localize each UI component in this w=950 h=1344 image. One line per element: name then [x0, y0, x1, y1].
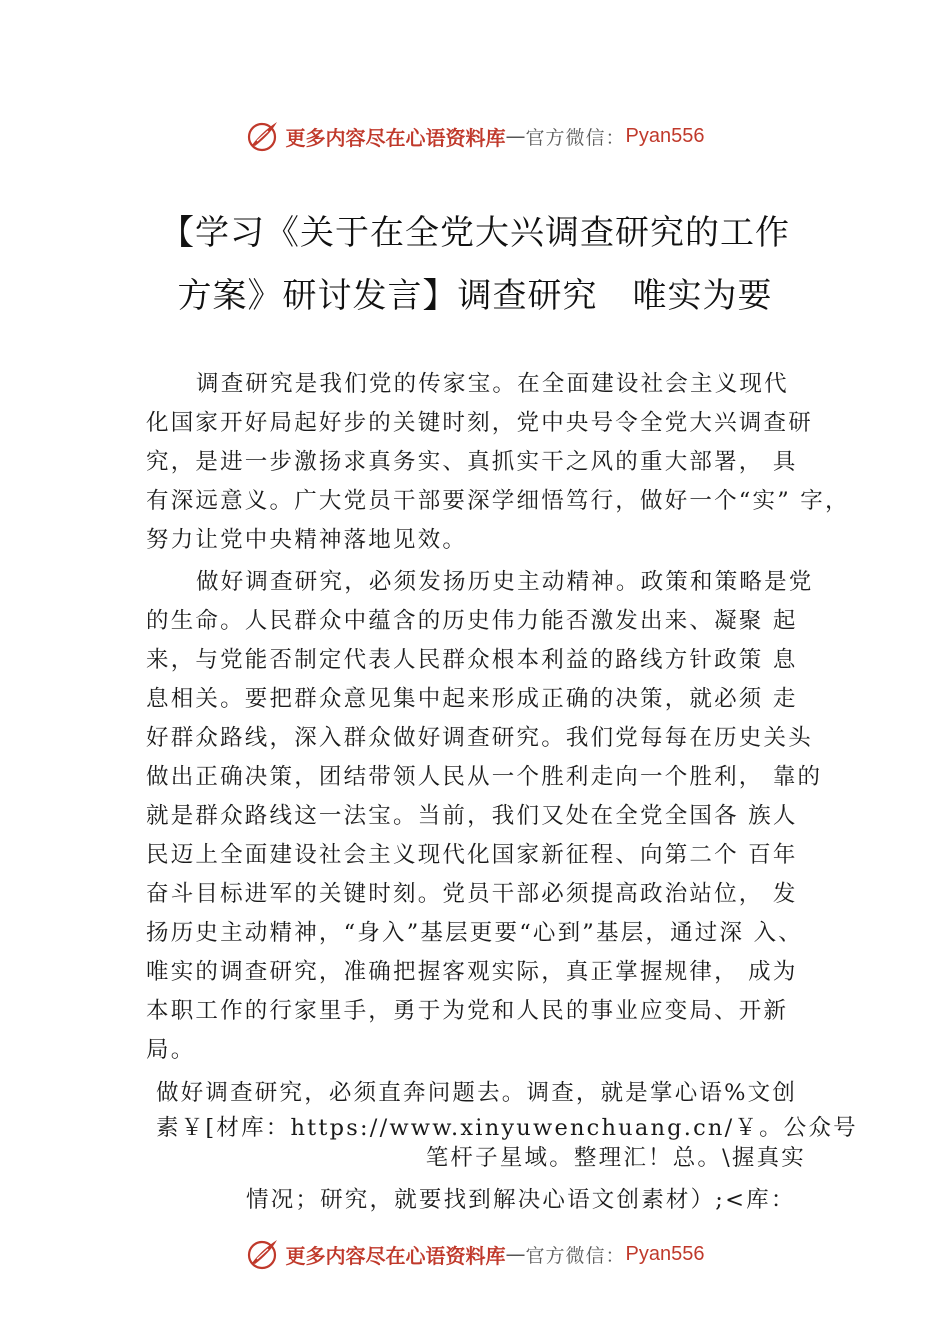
body-tail-line: 做好调查研究，必须直奔问题去。调查，就是掌心语%文创: [156, 1080, 798, 1106]
body-line: 来，与党能否制定代表人民群众根本利益的路线方针政策 息: [146, 647, 798, 673]
banner-library-text: 更多内容尽在心语资料库: [285, 125, 506, 150]
banner-wechat-id: Pyan556: [625, 1242, 705, 1265]
body-line: 努力让党中央精神落地见效。: [146, 527, 468, 553]
body-line: 本职工作的行家里手，勇于为党和人民的事业应变局、开新: [146, 998, 789, 1024]
banner-dash: —: [505, 1242, 526, 1266]
body-line: 有深远意义。广大党员干部要深学细悟笃行，做好一个“实” 字，: [146, 488, 850, 514]
banner-wechat-id: Pyan556: [625, 124, 705, 147]
body-tail-line: 素￥[材库：https://www.xinyuwenchuang.cn/￥。公众号: [156, 1115, 858, 1141]
body-line: 究，是进一步激扬求真务实、真抓实干之风的重大部署， 具: [146, 449, 798, 475]
banner-library-text: 更多内容尽在心语资料库: [285, 1243, 506, 1268]
body-line: 唯实的调查研究，准确把握客观实际，真正掌握规律， 成为: [146, 959, 798, 985]
document-title-line-1: 【学习《关于在全党大兴调查研究的工作: [160, 213, 790, 253]
banner-wechat-label: 官方微信：: [525, 1244, 626, 1267]
quill-logo-icon: [246, 119, 280, 153]
body-line: 调查研究是我们党的传家宝。在全面建设社会主义现代: [196, 371, 789, 397]
body-line: 就是群众路线这一法宝。当前，我们又处在全党全国各 族人: [146, 803, 798, 829]
body-line: 息相关。要把群众意见集中起来形成正确的决策，就必须 走: [146, 686, 798, 712]
body-line: 民迈上全面建设社会主义现代化国家新征程、向第二个 百年: [146, 842, 798, 868]
body-tail-line: 情况；研究，就要找到解决心语文创素材）;<库：: [246, 1187, 796, 1213]
banner-dash: —: [505, 124, 526, 148]
quill-logo-icon: [246, 1237, 280, 1271]
body-line: 奋斗目标进军的关键时刻。党员干部必须提高政治站位， 发: [146, 881, 798, 907]
body-line: 好群众路线，深入群众做好调查研究。我们党每每在历史关头: [146, 725, 813, 751]
banner-wechat-label: 官方微信：: [525, 126, 626, 149]
body-line: 做出正确决策，团结带领人民从一个胜利走向一个胜利， 靠的: [146, 764, 823, 790]
body-line: 扬历史主动精神，“身入”基层更要“心到”基层，通过深 入、: [146, 920, 803, 946]
footer-watermark: [0, 1232, 950, 1276]
body-line: 局。: [146, 1037, 196, 1063]
body-line: 的生命。人民群众中蕴含的历史伟力能否激发出来、凝聚 起: [146, 608, 798, 634]
body-tail-line: 笔杆子星域。整理汇！总。\握真实: [425, 1145, 806, 1171]
header-watermark: [0, 114, 950, 158]
document-title-line-2: 方案》研讨发言】调查研究 唯实为要: [177, 276, 773, 316]
body-line: 化国家开好局起好步的关键时刻，党中央号令全党大兴调查研: [146, 410, 813, 436]
body-line: 做好调查研究，必须发扬历史主动精神。政策和策略是党: [196, 569, 814, 595]
